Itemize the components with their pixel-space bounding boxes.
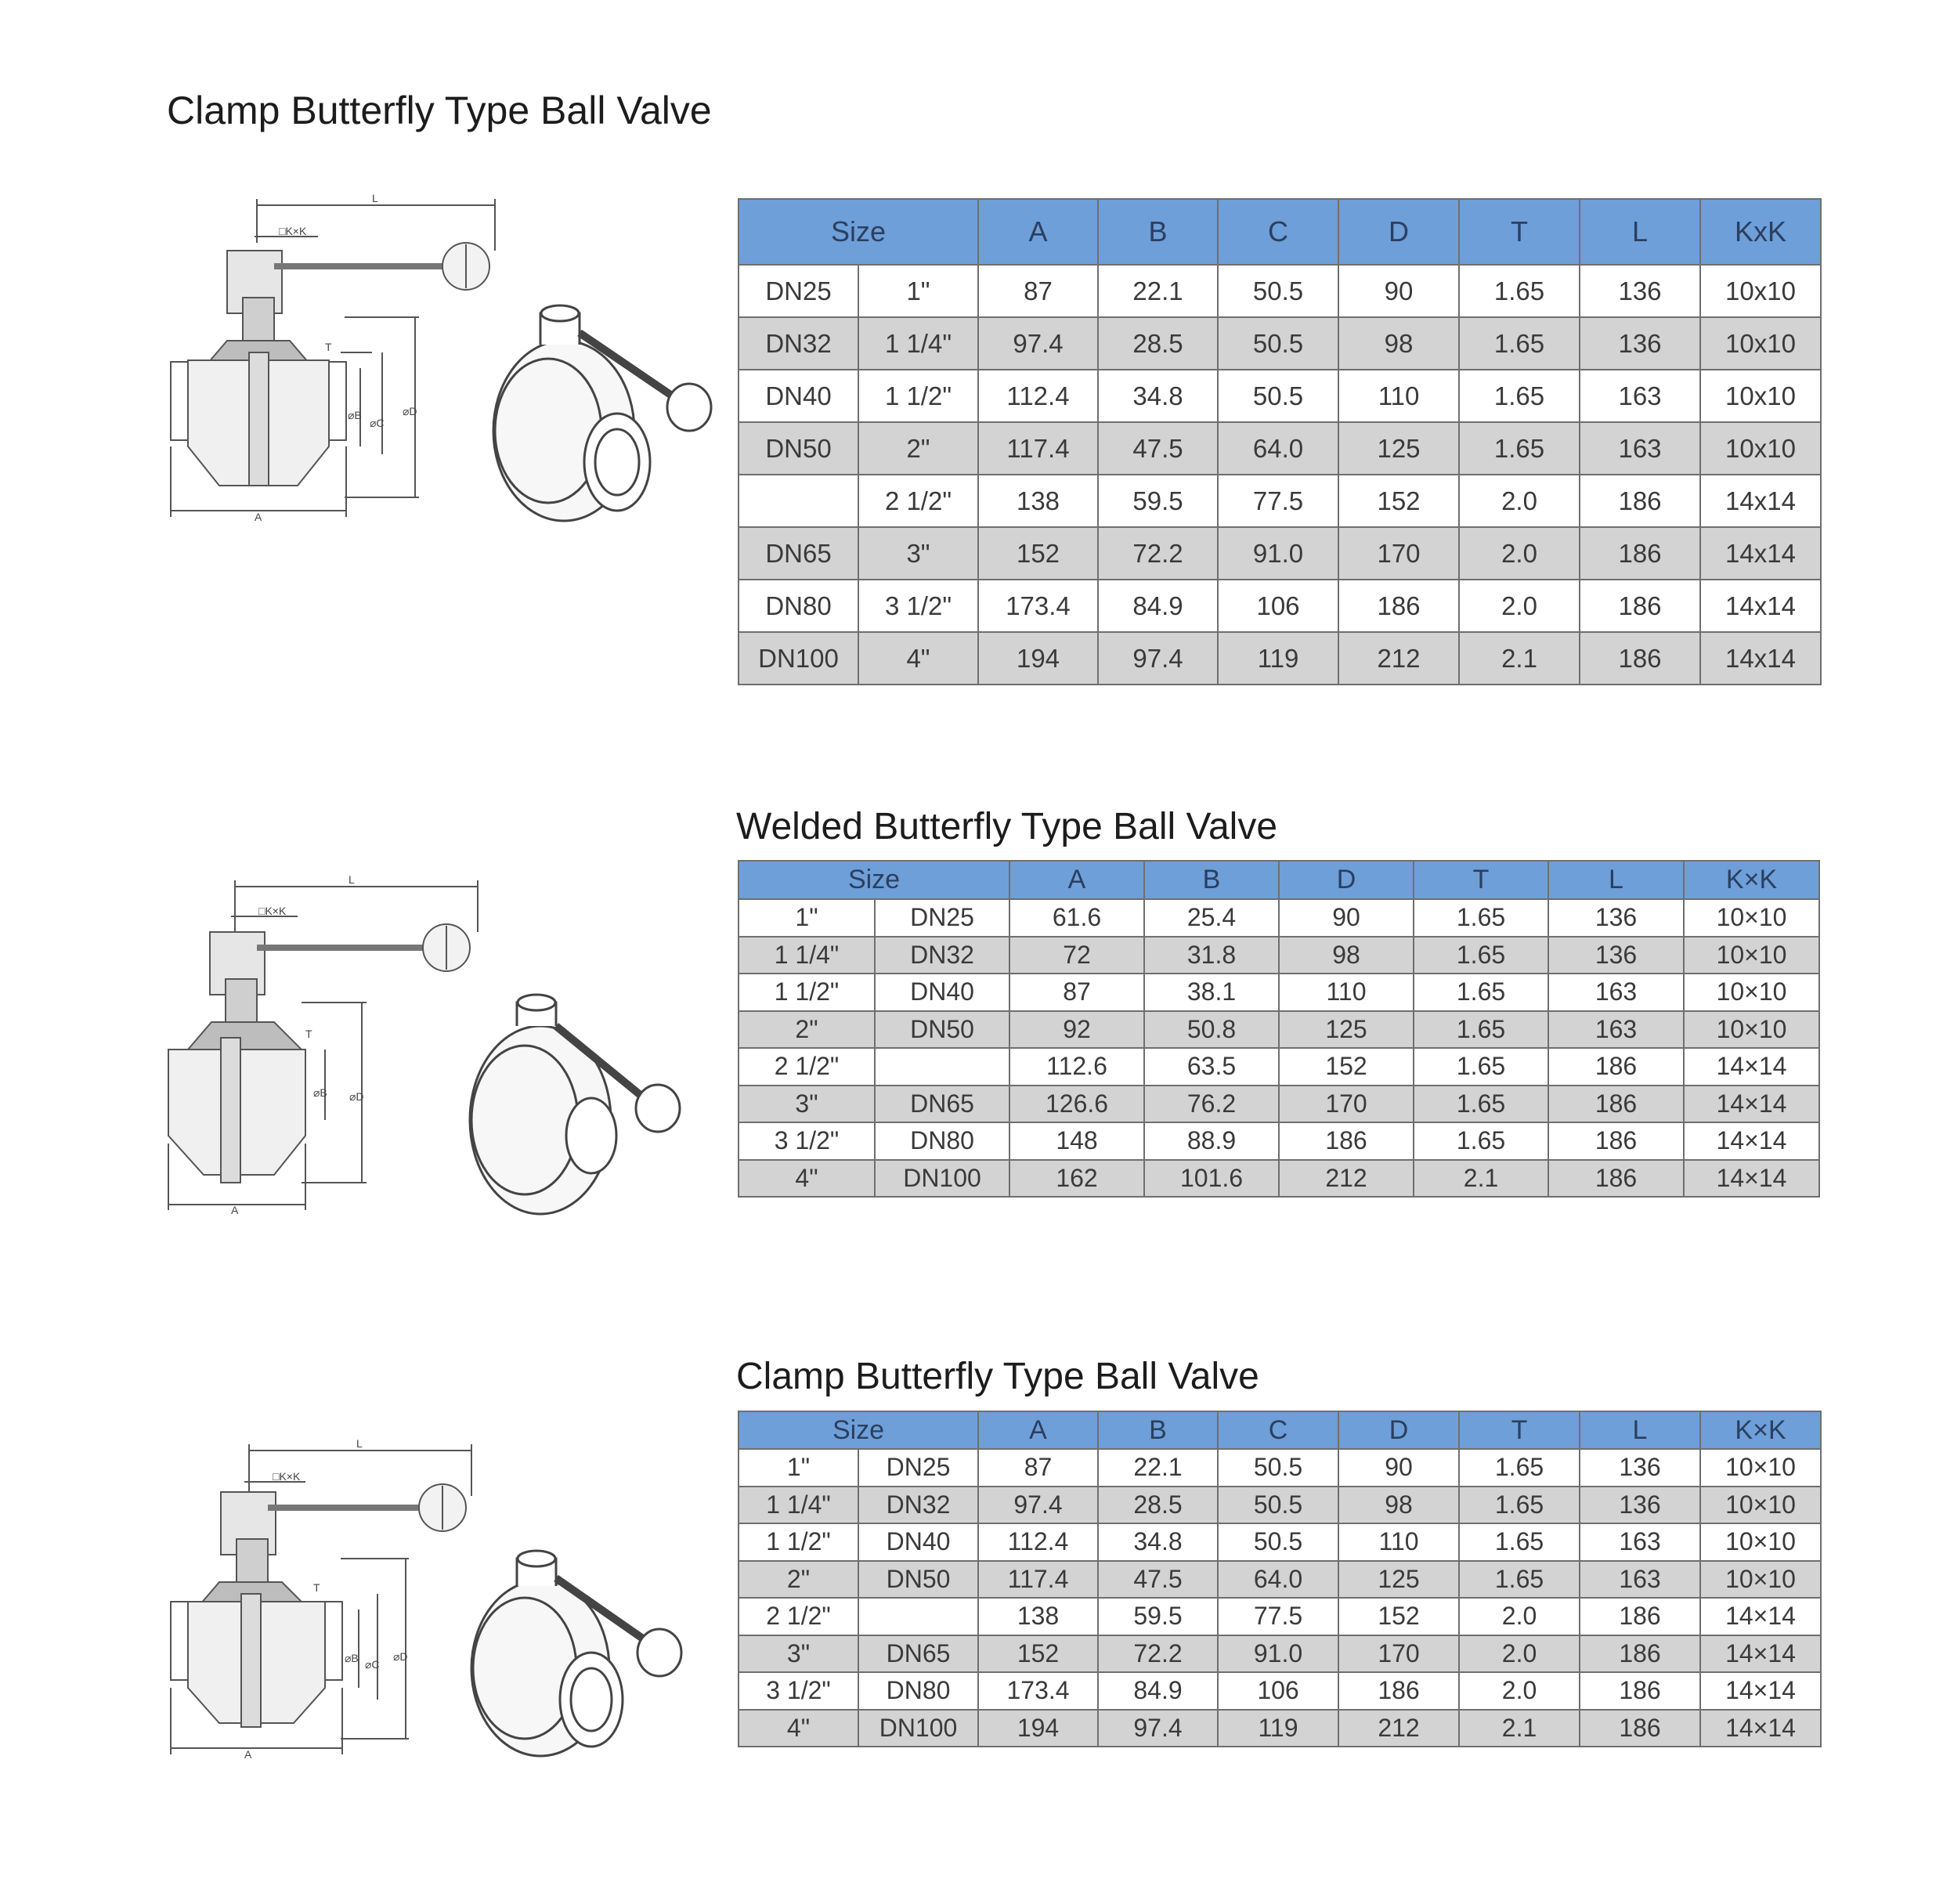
table-cell: 212 [1338,632,1459,685]
table-cell: 1" [858,265,978,317]
table-cell: 98 [1338,1487,1459,1524]
table-cell: 1.65 [1414,899,1548,937]
table-cell: 136 [1580,1487,1700,1524]
column-header-b: B [1098,199,1218,265]
table-cell: 112.6 [1009,1048,1144,1086]
welded-valve-drawing [157,869,705,1222]
table-row [739,1487,1821,1524]
table-cell: 1.65 [1459,370,1580,422]
table-cell: 47.5 [1098,1561,1218,1599]
table-cell [858,1598,978,1635]
table-cell: DN32 [739,317,858,370]
column-header-t: T [1459,199,1580,265]
column-header-size: Size [739,1411,978,1449]
table-cell: 1.65 [1459,1523,1580,1561]
table-cell: 136 [1580,265,1700,317]
column-header-t: T [1459,1411,1580,1449]
table-row [739,475,1821,527]
table-cell: 10×10 [1700,1449,1821,1487]
table-cell: 63.5 [1144,1048,1279,1086]
table-cell: 88.9 [1144,1122,1279,1160]
table-row [739,937,1819,974]
table-cell: 1.65 [1414,1011,1548,1049]
table-cell: 163 [1548,974,1684,1011]
table-cell: 90 [1338,265,1459,317]
table-cell: 136 [1548,899,1684,937]
table-cell: 125 [1279,1011,1414,1049]
table-cell: 50.5 [1218,1487,1338,1524]
table-cell: 90 [1279,899,1414,937]
column-header-kxk: KxK [1700,199,1821,265]
table-cell: 1.65 [1459,1487,1580,1524]
table-cell: 72.2 [1098,1635,1218,1673]
table-cell: 110 [1338,1523,1459,1561]
table-cell: 212 [1279,1160,1414,1198]
table-cell: 14x14 [1700,527,1821,580]
table-cell: 186 [1338,1672,1459,1710]
table-cell: 2 1/2" [739,1598,858,1635]
dim-label-b: ⌀B [345,1652,359,1664]
section-title-welded: Welded Butterfly Type Ball Valve [736,806,1278,847]
dim-label-l: L [349,873,355,886]
table-row [739,899,1819,937]
table-cell: DN65 [858,1635,978,1673]
table-cell: 152 [1338,475,1459,527]
table-row [739,632,1821,685]
table-cell: 194 [978,632,1098,685]
table-cell: 186 [1338,580,1459,632]
table-cell: 125 [1338,1561,1459,1599]
table-cell: 186 [1580,1598,1700,1635]
dim-label-t: T [325,341,332,353]
table-cell: 10x10 [1700,317,1821,370]
table-row [739,265,1821,317]
table-cell: 170 [1338,1635,1459,1673]
dim-label-c: ⌀C [365,1658,380,1671]
table-cell: 186 [1580,632,1700,685]
table-row [739,1122,1819,1160]
table-cell: 1.65 [1459,317,1580,370]
table-cell: DN25 [858,1449,978,1487]
table-cell: 162 [1009,1160,1144,1198]
table-cell: 136 [1580,1449,1700,1487]
table-cell: 1.65 [1414,1122,1548,1160]
table-cell: DN100 [875,1160,1009,1198]
table-cell: 50.8 [1144,1011,1279,1049]
table-row [739,1086,1819,1123]
table-cell: 186 [1548,1086,1684,1123]
column-header-k-k: K×K [1700,1411,1821,1449]
table-row [739,1048,1819,1086]
table-cell: 173.4 [978,1672,1098,1710]
table-cell: 1 1/2" [739,1523,858,1561]
table-cell: DN50 [739,422,858,475]
table-cell: 59.5 [1098,1598,1218,1635]
table-cell: 170 [1279,1086,1414,1123]
table-cell: 2" [739,1561,858,1599]
table-cell: 106 [1218,1672,1338,1710]
dim-label-kxk: □K×K [279,225,307,237]
table-cell: 2.1 [1459,632,1580,685]
table-cell: 2.0 [1459,527,1580,580]
dim-label-l: L [356,1437,363,1450]
table-cell: DN100 [739,632,858,685]
table-cell: 38.1 [1144,974,1279,1011]
table-cell: 136 [1580,317,1700,370]
table-cell: 117.4 [978,1561,1098,1599]
table-cell: 2.0 [1459,1672,1580,1710]
table-cell: 76.2 [1144,1086,1279,1123]
table-row [739,1160,1819,1198]
table-cell: 10×10 [1700,1523,1821,1561]
clamp-valve-isometric-2 [471,1551,681,1756]
table-cell: 1 1/2" [739,974,875,1011]
table-cell: 2" [739,1011,875,1049]
table-cell: 2 1/2" [739,1048,875,1086]
table-cell: 77.5 [1218,1598,1338,1635]
table-cell: 1.65 [1414,937,1548,974]
table-cell: 10x10 [1700,422,1821,475]
table-cell: DN32 [875,937,1009,974]
dim-label-b: ⌀B [313,1086,327,1099]
table-cell: 194 [978,1710,1098,1747]
table-cell: 1 1/4" [739,1487,858,1524]
table-cell: 3 1/2" [858,580,978,632]
table-cell: 152 [978,1635,1098,1673]
table-cell: 1.65 [1459,1449,1580,1487]
table-cell: 72 [1009,937,1144,974]
table-cell: 2.0 [1459,1598,1580,1635]
dim-label-d: ⌀D [403,405,417,417]
table-cell: 1 1/4" [858,317,978,370]
table-cell: DN40 [875,974,1009,1011]
table-cell: 186 [1580,1672,1700,1710]
table-cell: 170 [1338,527,1459,580]
table-cell: 148 [1009,1122,1144,1160]
table-cell: 4" [739,1160,875,1198]
table-cell: DN100 [858,1710,978,1747]
table-cell: 34.8 [1098,370,1218,422]
table-cell: 152 [978,527,1098,580]
table-cell: 110 [1279,974,1414,1011]
spec-table-welded [738,860,1820,1198]
table-cell: 4" [739,1710,858,1747]
table-cell [875,1048,1009,1086]
table-cell: DN50 [858,1561,978,1599]
table-cell: 14x14 [1700,580,1821,632]
section-title-clamp-1: Clamp Butterfly Type Ball Valve [167,89,712,132]
table-cell: 14x14 [1700,475,1821,527]
table-cell: 125 [1338,422,1459,475]
table-cell: 50.5 [1218,317,1338,370]
table-cell: 186 [1580,1710,1700,1747]
table-cell: 1" [739,1449,858,1487]
table-cell: 47.5 [1098,422,1218,475]
dim-label-d: ⌀D [349,1090,364,1103]
table-row [739,1598,1821,1635]
table-cell: 10×10 [1700,1487,1821,1524]
column-header-l: L [1580,1411,1700,1449]
table-cell: 2.0 [1459,1635,1580,1673]
table-row [739,1523,1821,1561]
column-header-d: D [1338,1411,1459,1449]
dim-label-l: L [372,192,378,204]
table-cell: 25.4 [1144,899,1279,937]
clamp-valve-technical-drawing [157,188,728,533]
table-cell: 152 [1338,1598,1459,1635]
table-header-row [739,861,1819,899]
column-header-l: L [1580,199,1700,265]
clamp-valve-drawing-2 [157,1433,705,1762]
table-cell: 98 [1279,937,1414,974]
table-cell: DN25 [739,265,858,317]
table-cell: 14×14 [1684,1160,1819,1198]
table-cell: 1 1/4" [739,937,875,974]
column-header-a: A [978,199,1098,265]
table-cell: DN25 [875,899,1009,937]
table-cell: DN65 [739,527,858,580]
table-cell: 1.65 [1414,1086,1548,1123]
table-cell: 14×14 [1700,1635,1821,1673]
column-header-b: B [1144,861,1279,899]
table-cell: 163 [1580,1523,1700,1561]
table-cell: 10x10 [1700,265,1821,317]
table-row [739,527,1821,580]
table-cell: 92 [1009,1011,1144,1049]
table-cell: DN80 [875,1122,1009,1160]
dim-label-a: A [255,511,262,523]
column-header-c: C [1218,199,1338,265]
table-cell: 173.4 [978,580,1098,632]
dim-label-d: ⌀D [393,1650,408,1663]
table-cell: 1.65 [1414,974,1548,1011]
clamp-valve-drawing-1 [157,188,728,533]
table-cell: DN40 [858,1523,978,1561]
table-cell: 97.4 [1098,632,1218,685]
table-cell: 10×10 [1684,974,1819,1011]
table-cell: 119 [1218,632,1338,685]
table-cell: 2" [858,422,978,475]
table-row [739,370,1821,422]
column-header-a: A [978,1411,1098,1449]
table-cell: 119 [1218,1710,1338,1747]
table-cell: 14×14 [1700,1710,1821,1747]
table-cell: 14x14 [1700,632,1821,685]
table-cell: 3 1/2" [739,1672,858,1710]
table-cell: 22.1 [1098,265,1218,317]
table-cell: 97.4 [978,317,1098,370]
dim-label-a: A [231,1204,239,1216]
table-cell: 112.4 [978,1523,1098,1561]
table-cell: 186 [1548,1122,1684,1160]
table-cell: 2.1 [1414,1160,1548,1198]
table-cell: 64.0 [1218,422,1338,475]
table-row [739,1449,1821,1487]
table-cell: 163 [1580,422,1700,475]
column-header-size: Size [739,199,978,265]
table-cell: 14×14 [1684,1048,1819,1086]
table-cell: 212 [1338,1710,1459,1747]
table-cell: 59.5 [1098,475,1218,527]
spec-table-clamp-1 [738,198,1822,685]
table-cell: 186 [1548,1048,1684,1086]
dim-label-kxk: □K×K [273,1470,301,1483]
column-header-t: T [1414,861,1548,899]
table-cell: 10x10 [1700,370,1821,422]
dim-label-a: A [244,1748,252,1761]
table-cell: 28.5 [1098,1487,1218,1524]
column-header-b: B [1098,1411,1218,1449]
clamp-valve-technical-drawing-2 [157,1433,705,1762]
spec-table-clamp-2 [738,1411,1822,1747]
table-cell: 87 [1009,974,1144,1011]
table-cell: 186 [1580,1635,1700,1673]
section-title-clamp-2: Clamp Butterfly Type Ball Valve [736,1356,1259,1397]
table-cell: 72.2 [1098,527,1218,580]
table-cell: 77.5 [1218,475,1338,527]
column-header-k-k: K×K [1684,861,1819,899]
table-cell: 186 [1580,527,1700,580]
table-cell: 101.6 [1144,1160,1279,1198]
table-cell: 3" [739,1086,875,1123]
table-cell: 1.65 [1459,422,1580,475]
table-row [739,317,1821,370]
table-cell: 10×10 [1700,1561,1821,1599]
table-cell: 98 [1338,317,1459,370]
table-row [739,1635,1821,1673]
dim-label-kxk: □K×K [258,905,287,917]
table-cell: 138 [978,1598,1098,1635]
table-cell: 126.6 [1009,1086,1144,1123]
table-cell: 91.0 [1218,1635,1338,1673]
table-cell: 87 [978,1449,1098,1487]
table-cell: 4" [858,632,978,685]
column-header-size: Size [739,861,1009,899]
welded-valve-isometric [470,995,680,1214]
table-cell: 186 [1279,1122,1414,1160]
table-cell: 34.8 [1098,1523,1218,1561]
table-cell: 3" [858,527,978,580]
table-cell: 84.9 [1098,580,1218,632]
table-cell: 186 [1548,1160,1684,1198]
table-cell: 61.6 [1009,899,1144,937]
table-cell: 2.0 [1459,475,1580,527]
table-cell [739,475,858,527]
table-cell: 163 [1580,370,1700,422]
dim-label-t: T [313,1581,320,1594]
welded-valve-technical-drawing [157,869,705,1222]
table-cell: DN80 [858,1672,978,1710]
table-cell: 14×14 [1700,1598,1821,1635]
table-cell: 106 [1218,580,1338,632]
table-cell: 152 [1279,1048,1414,1086]
table-cell: 136 [1548,937,1684,974]
table-cell: 186 [1580,475,1700,527]
table-cell: 117.4 [978,422,1098,475]
table-cell: DN65 [875,1086,1009,1123]
column-header-l: L [1548,861,1684,899]
dim-label-t: T [305,1028,312,1040]
table-row [739,974,1819,1011]
table-row [739,580,1821,632]
dim-label-b: ⌀B [348,409,362,421]
table-cell: 112.4 [978,370,1098,422]
table-cell: 3" [739,1635,858,1673]
table-header-row [739,199,1821,265]
column-header-c: C [1218,1411,1338,1449]
column-header-a: A [1009,861,1144,899]
table-cell: 2 1/2" [858,475,978,527]
table-cell: 50.5 [1218,1523,1338,1561]
table-cell: 91.0 [1218,527,1338,580]
table-cell: 1.65 [1414,1048,1548,1086]
table-row [739,1011,1819,1049]
table-cell: 14×14 [1700,1672,1821,1710]
table-cell: 10×10 [1684,1011,1819,1049]
table-cell: 50.5 [1218,265,1338,317]
table-cell: 1.65 [1459,265,1580,317]
table-cell: 64.0 [1218,1561,1338,1599]
table-cell: 186 [1580,580,1700,632]
table-row [739,1672,1821,1710]
clamp-valve-isometric [493,305,711,521]
table-cell: 90 [1338,1449,1459,1487]
table-cell: 3 1/2" [739,1122,875,1160]
dim-label-c: ⌀C [370,417,385,429]
table-cell: DN50 [875,1011,1009,1049]
table-row [739,1710,1821,1747]
table-cell: 22.1 [1098,1449,1218,1487]
table-cell: 1 1/2" [858,370,978,422]
table-cell: DN32 [858,1487,978,1524]
table-cell: 14×14 [1684,1122,1819,1160]
table-cell: 97.4 [978,1487,1098,1524]
table-cell: 2.1 [1459,1710,1580,1747]
table-cell: 1.65 [1459,1561,1580,1599]
table-cell: 2.0 [1459,580,1580,632]
column-header-d: D [1338,199,1459,265]
table-header-row [739,1411,1821,1449]
table-cell: 31.8 [1144,937,1279,974]
table-cell: 14×14 [1684,1086,1819,1123]
table-cell: 10×10 [1684,899,1819,937]
table-cell: 163 [1580,1561,1700,1599]
table-row [739,422,1821,475]
table-cell: DN80 [739,580,858,632]
table-cell: 87 [978,265,1098,317]
table-cell: 1" [739,899,875,937]
table-cell: 50.5 [1218,1449,1338,1487]
table-row [739,1561,1821,1599]
table-cell: 110 [1338,370,1459,422]
table-cell: 10×10 [1684,937,1819,974]
table-cell: 163 [1548,1011,1684,1049]
table-cell: 28.5 [1098,317,1218,370]
table-cell: 50.5 [1218,370,1338,422]
table-cell: 138 [978,475,1098,527]
table-cell: 84.9 [1098,1672,1218,1710]
column-header-d: D [1279,861,1414,899]
table-cell: DN40 [739,370,858,422]
table-cell: 97.4 [1098,1710,1218,1747]
